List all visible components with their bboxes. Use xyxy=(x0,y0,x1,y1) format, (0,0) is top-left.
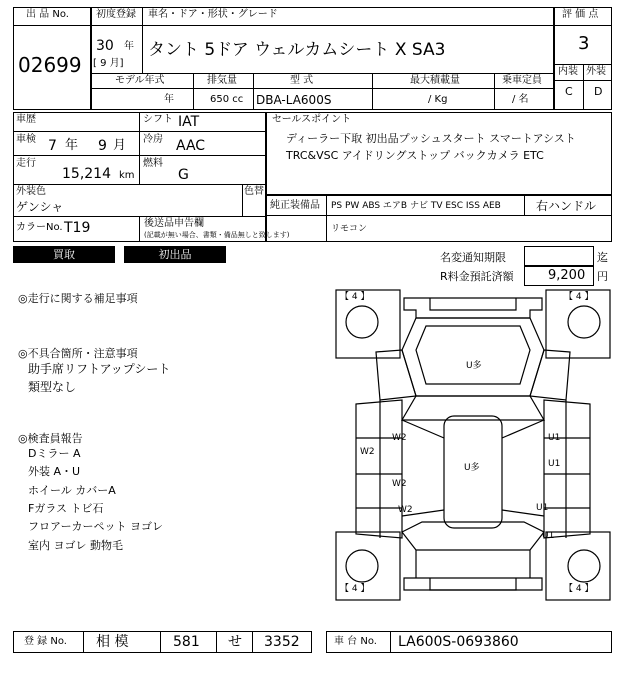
mark-right-rear: U1 xyxy=(542,531,555,541)
rear-hatch xyxy=(402,522,544,550)
inspector-line: Fガラス トビ石 xyxy=(28,502,104,515)
after-delivery-box xyxy=(266,216,612,242)
mark-left-door: W2 xyxy=(392,479,407,489)
after-delivery-note: (記載が無い場合、書類・備品無しと致します) xyxy=(144,231,290,239)
chassis-number: LA600S-0693860 xyxy=(398,634,519,650)
recycle-label: R料金預託済額 xyxy=(440,270,514,283)
color-no-value: T19 xyxy=(64,220,91,236)
ac-label: 冷房 xyxy=(143,134,163,145)
inspector-line: フロアーカーペット ヨゴレ xyxy=(28,520,163,533)
mark-right-door: U1 xyxy=(536,503,549,513)
tire-size-bottom-right: 【 4 】 xyxy=(564,584,594,594)
fuel-value: G xyxy=(178,167,189,183)
recycle-unit: 円 xyxy=(597,270,608,283)
mileage-value: 15,214 xyxy=(62,166,111,182)
inspector-title: ◎検査員報告 xyxy=(18,432,83,445)
after-delivery-value: リモコン xyxy=(331,224,368,234)
after-delivery-label: 後送品申告欄 xyxy=(144,218,204,229)
inspector-line: 外装 A・U xyxy=(28,465,81,478)
type-label: 型 式 xyxy=(290,75,314,86)
displacement-value: 650 cc xyxy=(210,94,244,105)
mark-right-mid: U1 xyxy=(548,459,561,469)
rear-bumper xyxy=(404,578,542,590)
inspection-year-unit: 年 xyxy=(65,138,79,153)
displacement-label: 排気量 xyxy=(207,75,237,86)
car-name: タント 5ドア ウェルカムシート X SA3 xyxy=(148,40,446,60)
inspection-month: 9 xyxy=(98,138,107,154)
tire-size-top-left: 【 4 】 xyxy=(340,292,370,302)
mark-roof: U多 xyxy=(464,463,480,473)
handle-value: 右ハンドル xyxy=(536,199,597,213)
score-label: 評 価 点 xyxy=(562,9,599,20)
wheel-rear-right xyxy=(568,550,600,582)
lot-number: 02699 xyxy=(18,53,82,77)
mark-left-mid: W2 xyxy=(392,433,407,443)
year-unit: 年 xyxy=(124,41,134,52)
equipment-value: PS PW ABS エアB ナビ TV ESC ISS AEB xyxy=(331,201,501,211)
defect-line: 類型なし xyxy=(28,380,77,394)
mileage-label: 走行 xyxy=(16,158,36,169)
inspection-label: 車検 xyxy=(16,134,36,145)
color-value: ゲンシャ xyxy=(16,200,64,214)
inspection-year: 7 xyxy=(48,138,57,154)
left-side-panels xyxy=(356,400,402,538)
inspector-line: ホイール カバーA xyxy=(28,484,116,497)
defect-line: 助手席リフトアップシート xyxy=(28,362,171,376)
defect-notes-title: ◎不具合箇所・注意事項 xyxy=(18,347,138,360)
exterior-label: 外装 xyxy=(586,66,606,77)
sales-point-line2: TRC&VSC アイドリングストップ バックカメラ ETC xyxy=(286,149,544,162)
shift-label: シフト xyxy=(143,114,173,125)
right-side-panels xyxy=(544,400,590,538)
recycle-value: 9,200 xyxy=(548,268,586,283)
lot-label: 出 品 No. xyxy=(26,9,69,20)
score-value: 3 xyxy=(578,33,590,54)
first-listing-badge: 初出品 xyxy=(124,246,226,263)
first-reg-label: 初度登録 xyxy=(96,9,136,20)
max-load-label: 最大積載量 xyxy=(410,75,460,86)
model-year-label: モデル年式 xyxy=(115,75,165,86)
inspector-line: Dミラー A xyxy=(28,447,81,460)
tire-size-bottom-left: 【 4 】 xyxy=(340,584,370,594)
ac-value: AAC xyxy=(176,138,206,154)
tire-size-top-right: 【 4 】 xyxy=(564,292,594,302)
model-year-unit: 年 xyxy=(164,94,174,105)
history-label: 車歴 xyxy=(16,114,36,125)
interior-grade: C xyxy=(565,85,573,98)
inspection-month-unit: 月 xyxy=(113,138,127,153)
type-value: DBA-LA600S xyxy=(256,93,332,107)
mileage-unit: km xyxy=(119,170,135,181)
registration-class: 581 xyxy=(173,634,200,650)
mark-left-rear: W2 xyxy=(398,505,413,515)
registration-kana: せ xyxy=(228,634,242,650)
registration-number: 3352 xyxy=(264,634,300,650)
color-no-label: カラーNo. xyxy=(16,222,63,233)
name-change-label: 名変通知期限 xyxy=(440,251,506,264)
chassis-label: 車 台 No. xyxy=(334,636,377,647)
car-damage-diagram xyxy=(334,288,612,602)
sales-point-label: セールスポイント xyxy=(272,114,352,125)
capacity-label: 乗車定員 xyxy=(502,75,542,86)
drive-notes-title: ◎走行に関する補足事項 xyxy=(18,292,138,305)
registration-label: 登 録 No. xyxy=(24,636,67,647)
fuel-label: 燃料 xyxy=(143,158,163,169)
wheel-front-right xyxy=(568,306,600,338)
mark-hood: U多 xyxy=(466,361,482,371)
equipment-label: 純正装備品 xyxy=(270,200,320,211)
exterior-grade: D xyxy=(594,85,603,98)
wheel-rear-left xyxy=(346,550,378,582)
buy-badge: 買取 xyxy=(13,246,115,263)
car-name-label: 車名・ドア・形状・グレード xyxy=(148,9,278,20)
registration-area: 相 模 xyxy=(96,634,129,650)
front-bumper xyxy=(404,298,542,318)
max-load-value: / Kg xyxy=(428,94,448,105)
repaint-label: 色替 xyxy=(244,186,264,197)
shift-value: IAT xyxy=(178,114,200,130)
mark-left-front: W2 xyxy=(360,447,375,457)
wheel-front-left xyxy=(346,306,378,338)
interior-label: 内装 xyxy=(558,66,578,77)
color-label: 外装色 xyxy=(16,186,46,197)
inspector-line: 室内 ヨゴレ 動物毛 xyxy=(28,539,123,552)
mark-right-front: U1 xyxy=(548,433,561,443)
name-change-unit: 迄 xyxy=(597,251,608,264)
first-reg-month: [ 9 月] xyxy=(93,58,124,69)
first-reg-year: 30 xyxy=(96,38,114,54)
sales-point-line1: ディーラー下取 初出品プッシュスタート スマートアシスト xyxy=(286,132,576,145)
name-change-box xyxy=(524,246,594,266)
capacity-value: / 名 xyxy=(512,94,529,105)
